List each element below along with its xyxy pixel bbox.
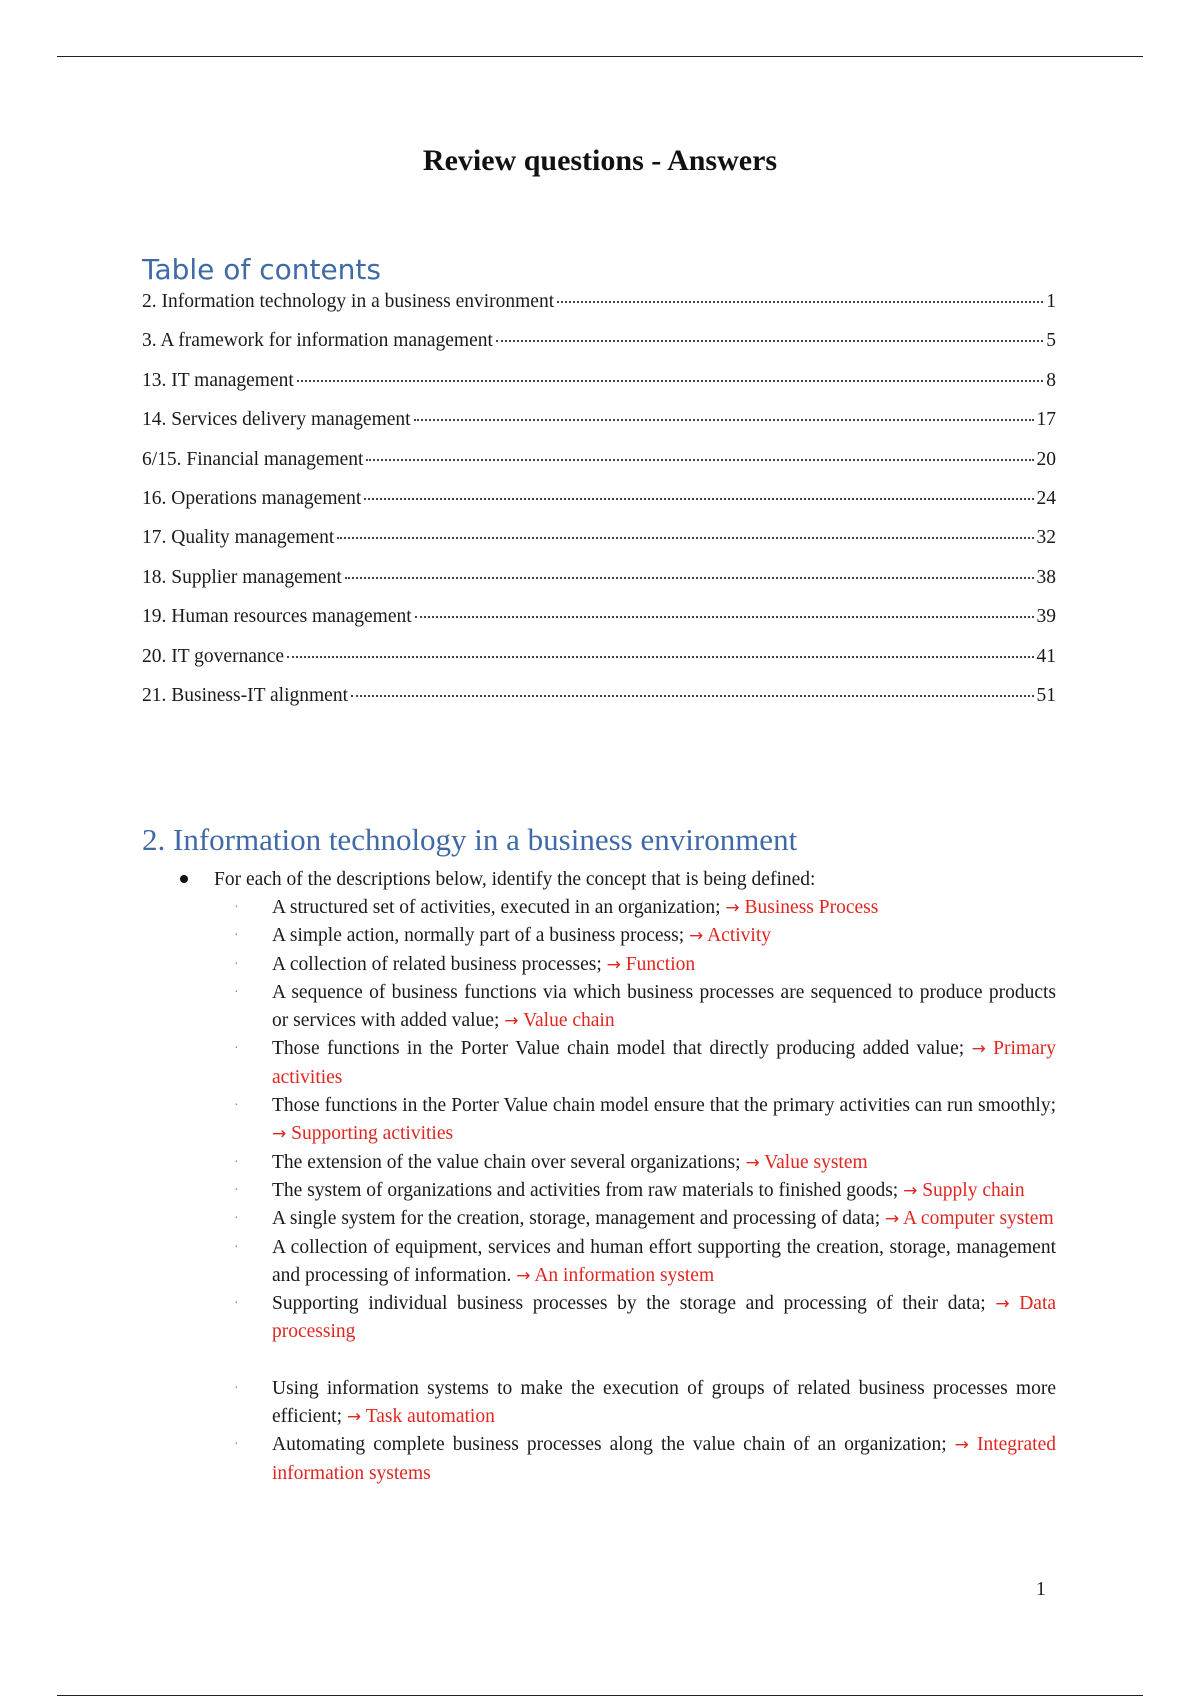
toc-entry-page: 8 (1046, 369, 1056, 391)
toc-entry[interactable] (142, 685, 1056, 724)
page-number: 1 (1036, 1579, 1046, 1600)
toc-entry-label: 21. Business-IT alignment (142, 684, 348, 706)
dash-icon: · (234, 1380, 239, 1396)
toc-entry-page: 5 (1046, 330, 1056, 352)
list-item (234, 1092, 1056, 1149)
question-text: Those functions in the Porter Value chain model that directly producing added value; (272, 1038, 965, 1060)
answer-text: Supporting activities (291, 1123, 454, 1145)
toc-entry-page: 51 (1036, 684, 1056, 706)
toc-entry-page: 17 (1036, 409, 1056, 431)
dash-icon: · (234, 928, 239, 944)
question-text: A structured set of activities, executed in an organization; (272, 897, 721, 918)
list-item (234, 979, 1056, 1036)
dash-icon: · (234, 1211, 239, 1227)
list-item (234, 1234, 1056, 1291)
answer-text: Task automation (365, 1406, 495, 1428)
toc-leader (364, 498, 1033, 500)
toc-entry-label: 14. Services delivery management (142, 409, 411, 431)
bottom-rule (57, 1695, 1143, 1696)
toc-entry-page: 32 (1036, 527, 1056, 549)
question-text: A single system for the creation, storage, management and processing of data; (272, 1208, 881, 1230)
toc-entry[interactable] (142, 606, 1056, 645)
answer-text: An information system (534, 1264, 715, 1286)
list-item (234, 951, 1056, 979)
toc-entry-label: 16. Operations management (142, 487, 362, 509)
question-text: A sequence of business functions via which business processes are sequenced to produce products or services with added value; (272, 981, 1056, 1032)
list-item (234, 1290, 1056, 1347)
toc-entry[interactable] (142, 409, 1056, 448)
question-text: Using information systems to make the execution of groups of related business processes more efficient; (272, 1377, 1056, 1428)
dash-icon: · (234, 900, 239, 915)
answer-text: Business Process (744, 897, 879, 918)
arrow-right-icon: → (954, 1435, 969, 1456)
document-title: Review questions - Answers (422, 144, 778, 177)
question-text: Supporting individual business processes by the storage and processing of their data; (272, 1293, 986, 1315)
arrow-right-icon: → (745, 1152, 760, 1173)
list-item (234, 1205, 1056, 1233)
list-item (234, 1035, 1056, 1092)
arrow-right-icon: → (504, 1011, 519, 1032)
toc-leader (496, 340, 1043, 342)
question-text: The system of organizations and activities from raw materials to finished goods; (272, 1179, 899, 1201)
toc-entry[interactable] (142, 567, 1056, 606)
toc-heading: Table of contents (142, 253, 381, 286)
toc-entry-label: 13. IT management (142, 369, 294, 391)
toc-entry-page: 24 (1036, 487, 1056, 509)
section-heading: 2. Information technology in a business environment (142, 822, 798, 857)
toc-leader (414, 419, 1034, 421)
list-item (234, 922, 1056, 950)
toc-entry[interactable] (142, 291, 1056, 330)
dash-icon: · (234, 1154, 239, 1170)
answer-text: Integrated information systems (272, 1434, 1057, 1484)
dash-icon: · (234, 1041, 239, 1057)
answer-text: A computer system (903, 1208, 1054, 1230)
arrow-right-icon: → (725, 898, 740, 918)
toc-entry-label: 3. A framework for information management (142, 330, 493, 352)
toc-entry-page: 20 (1036, 448, 1056, 470)
dash-icon: · (234, 1437, 239, 1453)
section-intro (180, 866, 1060, 894)
dash-icon: · (234, 1296, 239, 1312)
toc-entry-label: 2. Information technology in a business environment (142, 291, 555, 312)
question-text: Automating complete business processes along the value chain of an organization; (272, 1434, 947, 1456)
question-text: A collection of related business processes; (272, 953, 602, 975)
list-item (234, 1375, 1056, 1432)
toc-entry-page: 39 (1036, 606, 1056, 628)
answer-text: Data processing (272, 1293, 1057, 1343)
dash-icon: · (234, 1182, 239, 1198)
answer-text: Value system (764, 1151, 868, 1173)
arrow-right-icon: → (606, 954, 621, 975)
list-item (234, 1149, 1056, 1177)
question-text: A collection of equipment, services and human effort supporting the creation, storage, management and processing of information. (272, 1236, 1056, 1286)
arrow-right-icon: → (903, 1180, 918, 1201)
toc-entry[interactable] (142, 646, 1056, 685)
arrow-right-icon: → (346, 1407, 362, 1428)
question-text: A simple action, normally part of a business process; (272, 925, 685, 947)
toc-leader (557, 301, 1043, 303)
toc-entry[interactable] (142, 527, 1056, 566)
answer-text: Supply chain (922, 1179, 1025, 1201)
list-item (234, 1177, 1056, 1205)
question-text: Those functions in the Porter Value chain model ensure that the primary activities can run smoothly; (272, 1095, 1056, 1117)
top-rule (57, 56, 1143, 57)
answer-text: Activity (707, 925, 771, 947)
toc-entry[interactable] (142, 449, 1056, 488)
table-of-contents (142, 291, 1056, 724)
toc-entry-label: 18. Supplier management (142, 566, 342, 588)
toc-leader (287, 656, 1033, 658)
toc-leader (366, 459, 1033, 461)
question-text: The extension of the value chain over several organizations; (272, 1151, 741, 1173)
dash-icon: · (234, 1098, 239, 1114)
toc-entry[interactable] (142, 370, 1056, 409)
dash-icon: · (234, 984, 239, 1000)
arrow-right-icon: → (516, 1265, 531, 1286)
bullet-icon (180, 875, 188, 883)
toc-entry-page: 1 (1046, 291, 1056, 312)
answer-text: Function (625, 953, 696, 975)
answer-text: Value chain (523, 1010, 615, 1032)
answer-text: Primary activities (272, 1038, 1056, 1088)
toc-entry-label: 20. IT governance (142, 645, 285, 667)
intro-text: For each of the descriptions below, identify the concept that is being defined: (214, 869, 816, 890)
toc-leader (345, 577, 1034, 579)
toc-entry-label: 17. Quality management (142, 527, 335, 549)
arrow-right-icon: → (971, 1039, 986, 1060)
arrow-right-icon: → (272, 1124, 287, 1145)
toc-entry-label: 6/15. Financial management (142, 448, 364, 470)
question-list (234, 894, 1056, 1488)
arrow-right-icon: → (884, 1209, 900, 1230)
arrow-right-icon: → (689, 926, 704, 947)
toc-leader (297, 380, 1043, 382)
dash-icon: · (234, 956, 239, 972)
toc-entry-page: 41 (1036, 645, 1056, 667)
toc-leader (415, 616, 1034, 618)
arrow-right-icon: → (995, 1294, 1010, 1315)
toc-entry-page: 38 (1036, 566, 1056, 588)
list-item (234, 1431, 1056, 1488)
list-item (234, 894, 1056, 922)
toc-leader (351, 695, 1034, 697)
toc-entry[interactable] (142, 488, 1056, 527)
dash-icon: · (234, 1239, 239, 1255)
toc-entry[interactable] (142, 330, 1056, 369)
toc-leader (337, 537, 1033, 539)
toc-entry-label: 19. Human resources management (142, 606, 412, 628)
